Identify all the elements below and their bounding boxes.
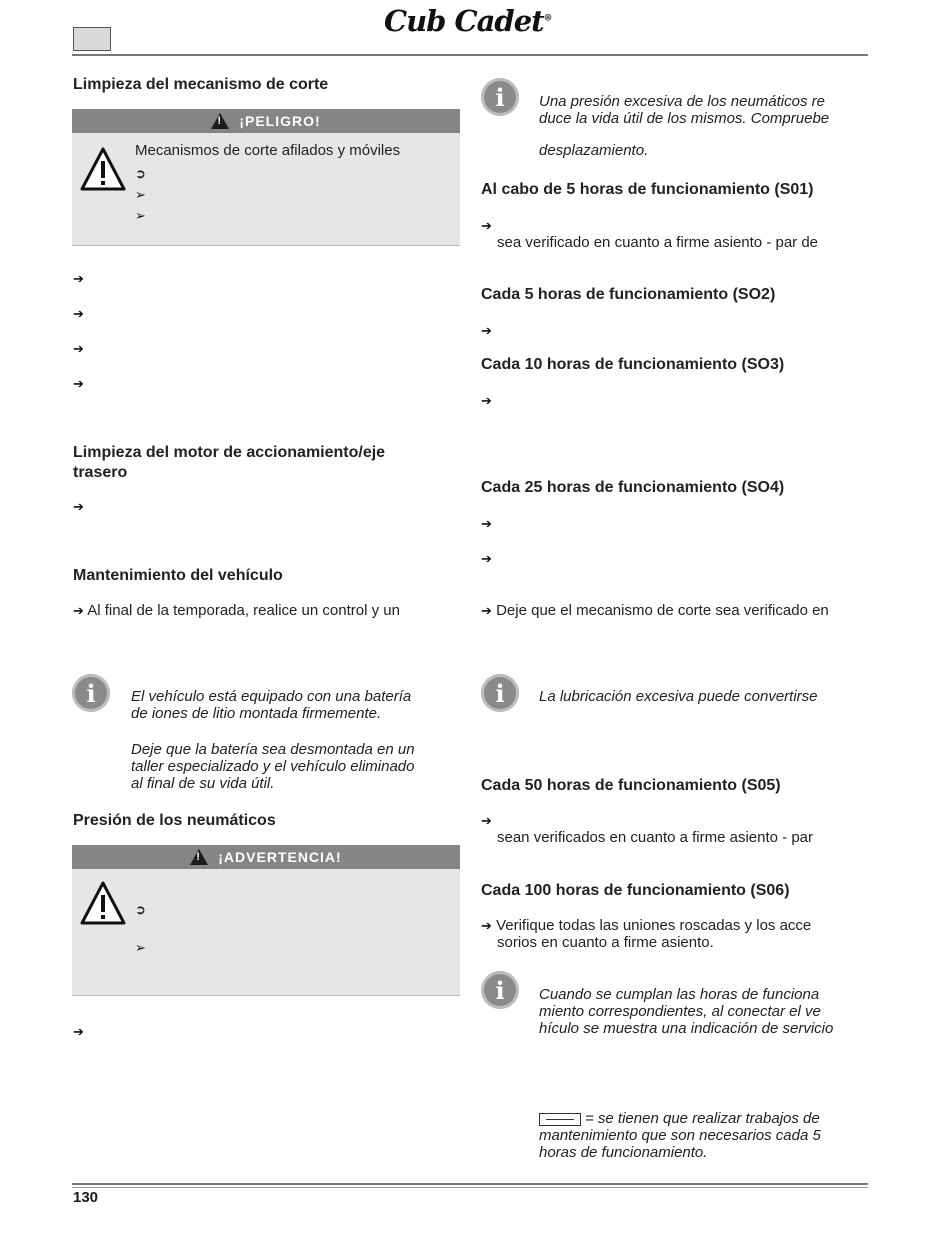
header-rule [72,54,868,56]
info-line: hículo se muestra una indicación de servicio [539,1020,834,1037]
arrow-bullet: ➔ [73,376,84,391]
arrow-bullet: ➔ [481,323,492,338]
note-line: mantenimiento que son necesarios cada 5 [539,1127,821,1144]
info-icon: i [481,78,519,116]
warning-header [72,845,460,869]
arrow-bullet: ➔ [73,499,84,514]
section-title-s01: Al cabo de 5 horas de funcionamiento (S01) [481,181,814,198]
info-line: al final de su vida útil. [131,775,275,792]
warning-triangle-icon [80,880,126,926]
arrow-bullet: ➔ [481,516,492,531]
title-line: Limpieza del motor de accionamiento/eje [73,444,386,461]
warning-label: ¡ADVERTENCIA! [218,849,342,865]
note-line: horas de funcionamiento. [539,1144,708,1161]
danger-label: ¡PELIGRO! [239,113,321,129]
info-line: duce la vida útil de los mismos. Compruebe [539,110,830,127]
lubrication-info: La lubricación excesiva puede convertirse [539,688,818,705]
info-line: miento correspondientes, al conectar el ve [539,1003,821,1020]
warning-triangle-icon [80,146,126,192]
service-note [539,1110,821,1161]
arrow-bullet: ➔ [481,551,492,566]
danger-bullet: ➢ [135,208,146,223]
danger-header [72,109,460,133]
warning-bullet: ➲ [135,902,146,917]
s06-line: sorios en cuanto a firme asiento. [497,934,714,951]
danger-bullet: ➢ [135,187,146,202]
section-title-s02: Cada 5 horas de funcionamiento (SO2) [481,286,776,303]
info-line: de iones de litio montada firmemente. [131,705,382,722]
s01-text: sea verificado en cuanto a firme asiento - par de [497,234,819,251]
section-title-s06: Cada 100 horas de funcionamiento (S06) [481,882,790,899]
arrow-bullet: ➔ [73,341,84,356]
danger-text: Mecanismos de corte afilados y móviles [135,142,401,159]
arrow-bullet: ➔ [481,918,492,933]
section-title-motor-cleaning [73,443,385,483]
s05-text: sean verificados en cuanto a firme asiento - par [497,829,814,846]
page-number: 130 [73,1189,99,1206]
info-icon: i [72,674,110,712]
footer-rule [72,1187,868,1188]
info-icon: i [481,674,519,712]
service-info [539,986,833,1037]
info-line: Cuando se cumplan las horas de funciona [539,986,820,1003]
maintenance-line: Al final de la temporada, realice un control y un [87,602,400,619]
info-line: Deje que la batería sea desmontada en un [131,741,415,758]
s04-line: Deje que el mecanismo de corte sea verificado en [496,602,829,619]
note-line: = se tienen que realizar trabajos de [585,1110,820,1127]
info-line: desplazamiento. [539,142,649,159]
brand-logo: Cub Cadet® [384,4,553,38]
section-title-s05: Cada 50 horas de funcionamiento (S05) [481,777,781,794]
danger-box [72,109,460,246]
battery-info [131,688,415,792]
arrow-bullet: ➔ [73,1024,84,1039]
arrow-bullet: ➔ [73,603,84,618]
section-title-s04: Cada 25 horas de funcionamiento (SO4) [481,479,785,496]
footer-rule [72,1183,868,1185]
arrow-bullet: ➔ [481,393,492,408]
info-line: El vehículo está equipado con una batería [131,688,412,705]
arrow-bullet: ➔ [73,271,84,286]
section-title-cutting-cleaning: Limpieza del mecanismo de corte [73,76,329,93]
info-icon: i [481,971,519,1009]
maintenance-text [73,602,400,619]
wrench-icon [539,1113,581,1126]
arrow-bullet: ➔ [73,306,84,321]
tire-info [539,93,829,159]
warning-triangle-icon [211,113,229,129]
title-line: trasero [73,464,128,481]
s04-text [481,602,829,619]
arrow-bullet: ➔ [481,603,492,618]
language-box [73,27,111,51]
info-line: taller especializado y el vehículo eliminado [131,758,415,775]
s06-line: Verifique todas las uniones roscadas y los acce [496,917,812,934]
section-title-tire-pressure: Presión de los neumáticos [73,812,276,829]
danger-bullet: ➲ [135,166,146,181]
warning-box [72,845,460,996]
section-title-vehicle-maintenance: Mantenimiento del vehículo [73,567,283,584]
info-line: Una presión excesiva de los neumáticos re [539,93,825,110]
arrow-bullet: ➔ [481,218,492,233]
warning-triangle-icon [190,849,208,865]
warning-bullet: ➢ [135,940,146,955]
s06-text [481,917,811,951]
section-title-s03: Cada 10 horas de funcionamiento (SO3) [481,356,785,373]
arrow-bullet: ➔ [481,813,492,828]
